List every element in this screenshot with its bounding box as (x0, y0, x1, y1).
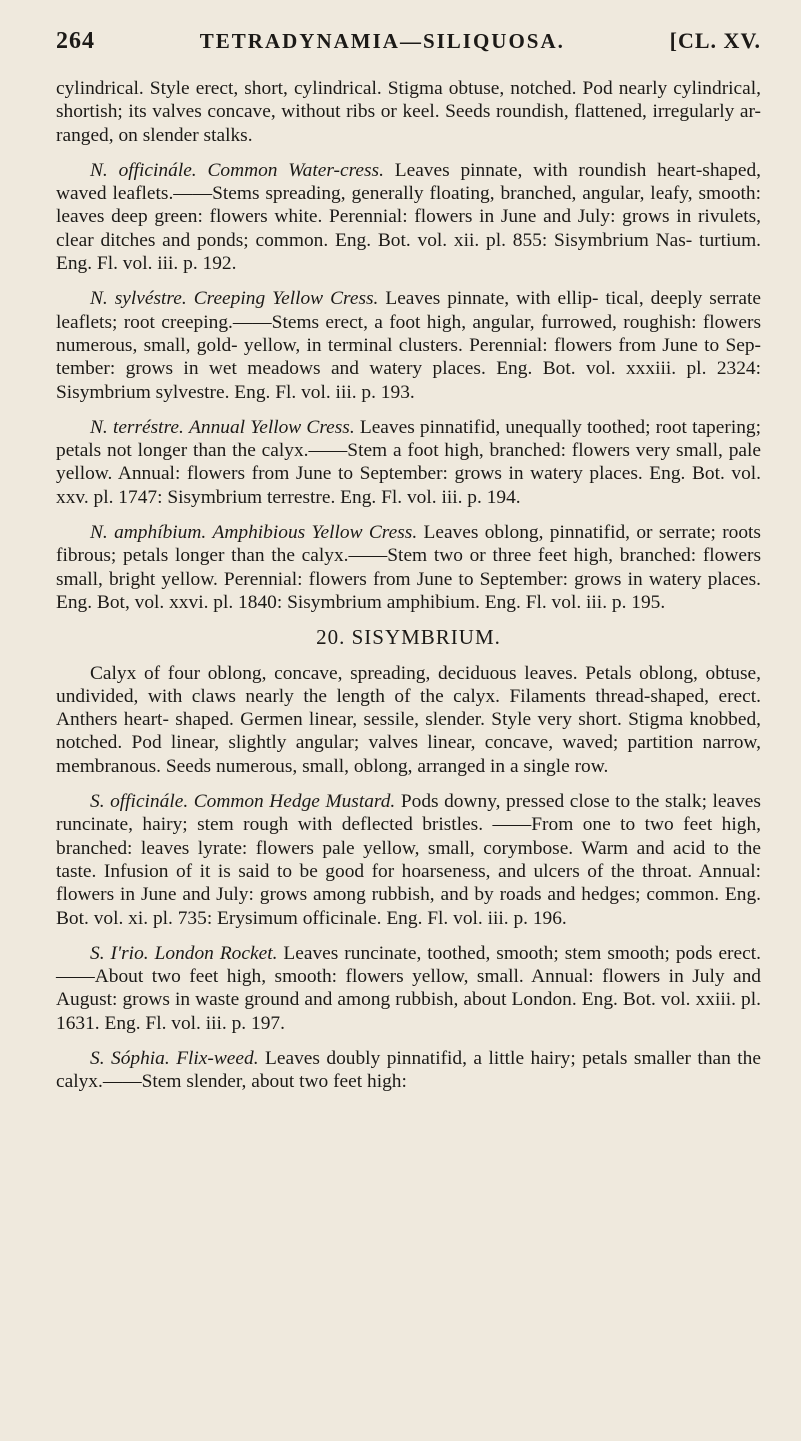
species-name: N. terréstre. (90, 416, 184, 438)
species-entry (56, 416, 761, 509)
species-name: N. officinále. (90, 159, 197, 181)
species-name: S. Sóphia. (90, 1047, 170, 1069)
running-title: TETRADYNAMIA—SILIQUOSA. (199, 29, 565, 53)
species-name: S. I'rio. (90, 942, 149, 964)
species-entry (56, 159, 761, 275)
species-name: N. amphíbium. (90, 522, 207, 544)
common-name: Annual Yellow Cress. (189, 416, 355, 438)
description: Leaves pinnatifid, unequally toothed; root tapering; petals not longer than the calyx.——Stem a foot high, branched: flowers very small, pale yellow. Annual: flowers from June to September: grows in watery places. Eng. Bot. vol. xxv. pl. 1747: Sisymbrium terrestre. Eng. Fl. vol. iii. p. 194. (56, 416, 761, 508)
common-name: Flix-weed. (176, 1047, 259, 1069)
description: Leaves runcinate, toothed, smooth; stem smooth; pods erect.——About two feet high, smooth: flowers yellow, small. Annual: flowers in July and August: grows in waste ground and among rubbish, about London. Eng. Bot. vol. xxiii. pl. 1631. Eng. Fl. vol. iii. p. 197. (56, 942, 761, 1034)
description: Leaves pinnate, with roundish heart-shaped, waved leaflets.——Stems spreading, generally floating, branched, angular, leafy, smooth: leaves deep green: flowers white. Perennial: flowers in June and July: grows in rivulets, clear ditches and ponds; common. Eng. Bot. vol. xii. pl. 855: Sisymbrium Nas- turtium. Eng. Fl. vol. iii. p. 192. (56, 159, 761, 275)
class-section: [CL. XV. (669, 28, 761, 53)
description: Leaves doubly pinnatifid, a little hairy; petals smaller than the calyx.——Stem slender, about two feet high: (56, 1047, 761, 1093)
common-name: Creeping Yellow Cress. (193, 288, 379, 310)
common-name: Common Water-cress. (207, 159, 384, 181)
common-name: Common Hedge Mustard. (193, 791, 396, 813)
species-entry (56, 521, 761, 614)
running-header (56, 28, 761, 55)
common-name: Amphibious Yellow Cress. (212, 522, 418, 544)
species-name: S. officinále. (90, 791, 189, 813)
species-name: N. sylvéstre. (90, 288, 187, 310)
genus-description: Calyx of four oblong, concave, spreading, deciduous leaves. Petals oblong, obtuse, undivided, with claws nearly the length of the calyx. Filaments thread-shaped, erect. Anthers heart- shaped. Germen linear, sessile, slender. Style very short. Stigma knobbed, notched. Pod linear, slightly angular; valves linear, concave, waved; partition narrow, membranous. Seeds numerous, small, oblong, arranged in a single row. (56, 662, 761, 777)
species-entry (56, 942, 761, 1035)
common-name: London Rocket. (154, 942, 278, 964)
description: Pods downy, pressed close to the stalk; leaves runcinate, hairy; stem rough with deflected bristles. ——From one to two feet high, branched: leaves lyrate: flowers pale yellow, small, corymbose. Warm and acid to the taste. Infusion of it is said to be good for hoarseness, and ulcers of the throat. Annual: flowers in June and July: grows among rubbish, and by roads and hedges; common. Eng. Bot. vol. xi. pl. 735: Erysimum officinale. Eng. Fl. vol. iii. p. 196. (56, 791, 761, 929)
genus-heading: 20. SISYMBRIUM. (316, 625, 501, 650)
page-number: 264 (56, 28, 95, 54)
species-entry (56, 1047, 761, 1094)
description: Leaves pinnate, with ellip- tical, deeply serrate leaflets; root creeping.——Stems erect, a foot high, angular, furrowed, roughish: flowers numerous, small, gold- yellow, in terminal clusters. Perennial: flowers from June to Sep- tember: grows in wet meadows and watery places. Eng. Bot. vol. xxxiii. pl. 2324: Sisymbrium sylvestre. Eng. Fl. vol. iii. p. 193. (56, 288, 761, 403)
species-entry (56, 287, 761, 403)
description: Leaves oblong, pinnatifid, or serrate; roots fibrous; petals longer than the calyx.——Stem two or three feet high, branched: flowers small, bright yellow. Perennial: flowers from June to September: grows in watery places. Eng. Bot, vol. xxvi. pl. 1840: Sisymbrium amphibium. Eng. Fl. vol. iii. p. 195. (56, 522, 761, 613)
body-text (56, 77, 761, 1094)
paragraph: cylindrical. Style erect, short, cylindrical. Stigma obtuse, notched. Pod nearly cylindrical, shortish; its valves concave, without ribs or keel. Seeds roundish, flattened, irregularly ar- ranged, on slender stalks. (56, 78, 761, 146)
species-entry (56, 790, 761, 930)
